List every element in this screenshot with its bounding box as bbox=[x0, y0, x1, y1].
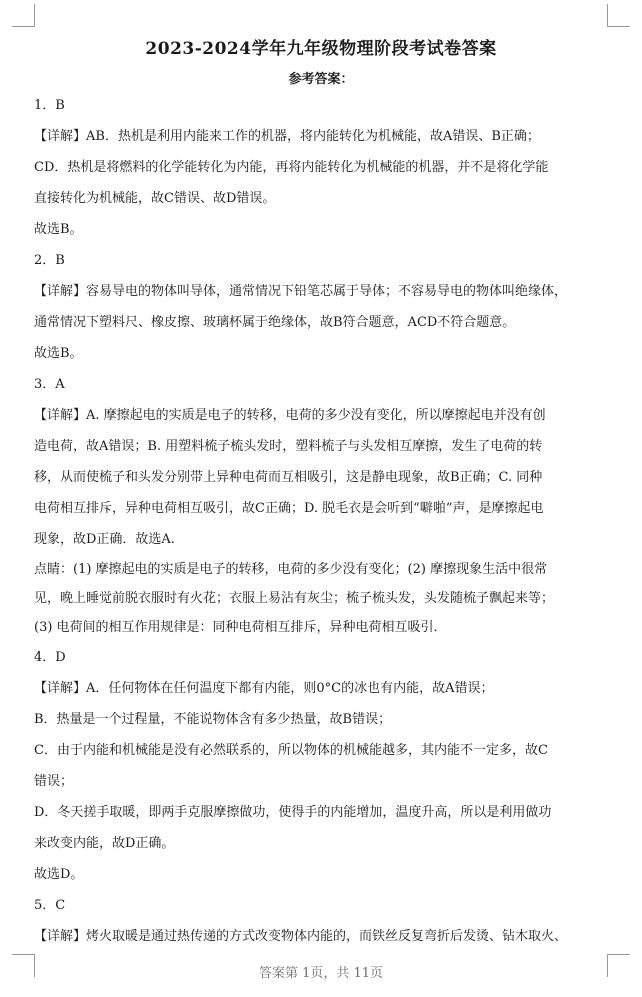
text-line: 故选B。 bbox=[34, 222, 83, 237]
text-line: 4．D bbox=[34, 650, 66, 665]
text-line: 移，从而使梳子和头发分别带上异种电荷而互相吸引，这是静电现象，故B正确；C. 同种 bbox=[34, 470, 543, 485]
text-line: 5．C bbox=[34, 898, 66, 913]
text-line: 现象，故D正确．故选A. bbox=[34, 532, 175, 547]
text-line: 通常情况下塑料尺、橡皮擦、玻璃杯属于绝缘体，故B符合题意，ACD不符合题意。 bbox=[34, 315, 516, 330]
text-line: 见，晚上睡觉前脱衣服时有火花；衣服上易沾有灰尘；梳子梳头发，头发随梳子飘起来等； bbox=[34, 591, 555, 606]
text-line: 2．B bbox=[34, 253, 65, 268]
text-line: 【详解】A．任何物体在任何温度下都有内能，则0°C的冰也有内能，故A错误； bbox=[34, 681, 494, 696]
text-line: B．热量是一个过程量，不能说物体含有多少热量，故B错误； bbox=[34, 712, 392, 727]
text-line: 【详解】AB．热机是利用内能来工作的机器，将内能转化为机械能，故A错误、B正确； bbox=[34, 129, 540, 144]
page-footer: 答案第 1页，共 11页 bbox=[258, 966, 384, 981]
document-title: 2023-2024学年九年级物理阶段考试卷答案 bbox=[145, 39, 497, 59]
text-line: CD．热机是将燃料的化学能转化为内能，再将内能转化为机械能的机器，并不是将化学能 bbox=[34, 160, 549, 175]
text-line: 点睛：(1) 摩擦起电的实质是电子的转移，电荷的多少没有变化；(2) 摩擦现象生活中很常 bbox=[34, 562, 548, 577]
text-line: 【详解】容易导电的物体叫导体，通常情况下铅笔芯属于导体；不容易导电的物体叫绝缘体， bbox=[34, 284, 568, 299]
text-line: 【详解】烤火取暖是通过热传递的方式改变物体内能的，而铁丝反复弯折后发烫、钻木取火、 bbox=[34, 929, 568, 944]
answer-heading: 参考答案： bbox=[288, 72, 354, 87]
text-line: 来改变内能，故D正确。 bbox=[34, 836, 175, 851]
text-line: 造电荷，故A错误；B. 用塑料梳子梳头发时，塑料梳子与头发相互摩擦，发生了电荷的转 bbox=[34, 439, 543, 454]
text-line: (3) 电荷间的相互作用规律是：同种电荷相互排斥，异种电荷相互吸引． bbox=[34, 620, 447, 635]
text-line: D．冬天搓手取暖，即两手克服摩擦做功，使得手的内能增加，温度升高，所以是利用做功 bbox=[34, 805, 552, 820]
crop-mark-top-left bbox=[12, 4, 35, 27]
crop-mark-top-right bbox=[607, 4, 630, 27]
text-line: 错误； bbox=[34, 774, 74, 789]
text-line: C．由于内能和机械能是没有必然联系的，所以物体的机械能越多，其内能不一定多，故C bbox=[34, 743, 548, 758]
text-line: 直接转化为机械能，故C错误、故D错误。 bbox=[34, 191, 276, 206]
text-line: 故选B。 bbox=[34, 346, 83, 361]
text-line: 3．A bbox=[34, 377, 65, 392]
text-line: 【详解】A. 摩擦起电的实质是电子的转移，电荷的多少没有变化，所以摩擦起电并没有创 bbox=[34, 408, 546, 423]
text-line: 电荷相互排斥，异种电荷相互吸引，故C正确；D. 脱毛衣是会听到“噼啪”声，是摩擦起电 bbox=[34, 501, 544, 516]
text-line: 故选D。 bbox=[34, 867, 84, 882]
text-line: 1．B bbox=[34, 98, 65, 113]
answer-body bbox=[34, 90, 594, 952]
